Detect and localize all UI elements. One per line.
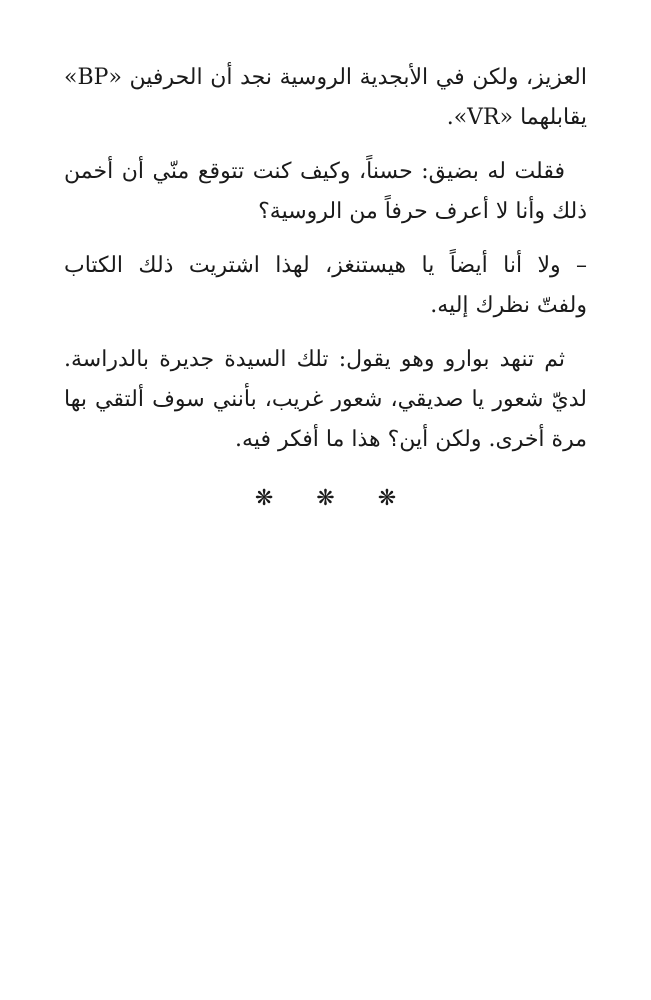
paragraph-2 bbox=[64, 152, 587, 232]
paragraph-1 bbox=[64, 58, 587, 138]
paragraph-4 bbox=[64, 340, 587, 460]
paragraph-line: العزيز، ولكن في الأبجدية الروسية نجد أن الحرفين «BP» bbox=[64, 65, 587, 90]
paragraph-line: فقلت له بضيق: حسناً، وكيف كنت تتوقع منّي أن أخمن bbox=[64, 159, 565, 184]
section-separator: ❋ ❋ ❋ bbox=[254, 486, 415, 511]
paragraph-line: مرة أخرى. ولكن أين؟ هذا ما أفكر فيه. bbox=[235, 427, 587, 452]
paragraph-line: ولفتّ نظرك إليه. bbox=[430, 293, 587, 318]
paragraph-line: – ولا أنا أيضاً يا هيستنغز، لهذا اشتريت ذلك الكتاب bbox=[64, 253, 587, 278]
page-body bbox=[64, 58, 587, 514]
paragraph-line: ثم تنهد بوارو وهو يقول: تلك السيدة جديرة بالدراسة. bbox=[64, 347, 565, 372]
paragraph-line: ذلك وأنا لا أعرف حرفاً من الروسية؟ bbox=[258, 199, 587, 224]
paragraph-line: لديّ شعور يا صديقي، شعور غريب، بأنني سوف ألتقي بها bbox=[64, 387, 587, 412]
paragraph-3 bbox=[64, 246, 587, 326]
paragraph-line: يقابلهما «VR». bbox=[446, 105, 587, 130]
